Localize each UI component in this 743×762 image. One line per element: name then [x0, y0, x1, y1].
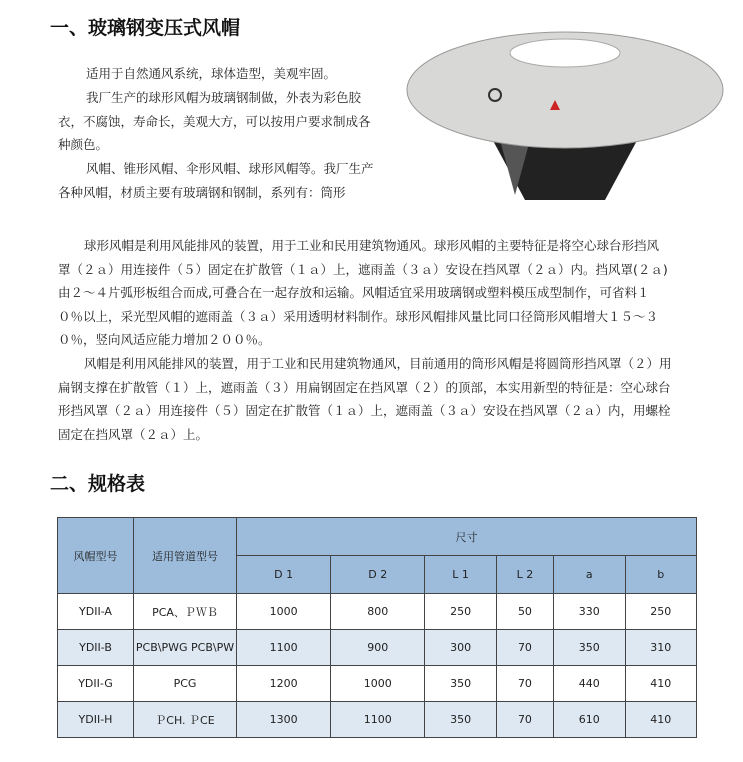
cell-value: 350 — [425, 666, 496, 702]
table-row — [58, 594, 697, 630]
cell-pipe: PCB\PWG PCB\PW — [134, 630, 237, 666]
body-paragraph: 球形风帽是利用风能排风的装置，用于工业和民用建筑物通风。球形风帽的主要特征是将空心球台形挡风罩（２ａ）用连接件（５）固定在扩散管（１ａ）上，遮雨盖（３ａ）安设在挡风罩（２ａ）内。挡风罩(２ａ)由２～４片弧形板组合而成,可叠合在一起存放和运输。风帽适宜采用玻璃钢或塑料模压成型制作，可省料１０％以上，采光型风帽的遮雨盖（３ａ）采用透明材料制作。球形风帽排风量比同口径筒形风帽增大１５～３０％，竖向风适应能力增加２００％。 — [58, 238, 668, 347]
header-d2: D 2 — [331, 556, 425, 594]
cell-value: 350 — [554, 630, 625, 666]
cell-value: 70 — [496, 630, 553, 666]
table-row — [58, 666, 697, 702]
cell-value: 440 — [554, 666, 625, 702]
cell-value: 410 — [625, 666, 696, 702]
cell-pipe: PCG — [134, 666, 237, 702]
cell-value: 900 — [331, 630, 425, 666]
cell-value: 1100 — [237, 630, 331, 666]
spec-table — [57, 517, 697, 738]
body-paragraph: 风帽是利用风能排风的装置，用于工业和民用建筑物通风，目前通用的筒形风帽是将圆筒形挡风罩（２）用扁钢支撑在扩散管（１）上，遮雨盖（３）用扁钢固定在挡风罩（２）的顶部，本实用新型的特征是：空心球台形挡风罩（２ａ）用连接件（５）固定在扩散管（１ａ）上，遮雨盖（３ａ）安设在挡风罩（２ａ）内，用螺栓固定在挡风罩（２ａ）上。 — [58, 356, 672, 442]
cell-model: YDII-H — [58, 702, 134, 738]
cell-value: 610 — [554, 702, 625, 738]
section-title-1: 一、玻璃钢变压式风帽 — [50, 17, 241, 39]
header-model: 风帽型号 — [58, 518, 134, 594]
cell-value: 1300 — [237, 702, 331, 738]
cell-value: 800 — [331, 594, 425, 630]
cell-value: 310 — [625, 630, 696, 666]
header-pipe: 适用管道型号 — [134, 518, 237, 594]
cell-value: 1100 — [331, 702, 425, 738]
cell-value: 300 — [425, 630, 496, 666]
table-row — [58, 630, 697, 666]
cell-model: YDII-B — [58, 630, 134, 666]
cell-value: 1000 — [331, 666, 425, 702]
cell-value: 70 — [496, 702, 553, 738]
cell-value: 70 — [496, 666, 553, 702]
cell-value: 350 — [425, 702, 496, 738]
header-l2: L 2 — [496, 556, 553, 594]
section-title-2: 二、规格表 — [50, 473, 146, 495]
cell-value: 250 — [625, 594, 696, 630]
table-row — [58, 702, 697, 738]
header-size: 尺寸 — [237, 518, 697, 556]
intro-paragraph: 我厂生产的球形风帽为玻璃钢制做，外表为彩色胶衣，不腐蚀，寿命长，美观大方，可以按用户要求制成各种颜色。 — [58, 90, 371, 152]
wind-cap-photo — [405, 15, 725, 205]
cell-model: YDII-A — [58, 594, 134, 630]
cell-pipe: PCA、ＰＷＢ — [134, 594, 237, 630]
header-b: b — [625, 556, 696, 594]
cell-pipe: ＰCH. ＰCE — [134, 702, 237, 738]
header-l1: L 1 — [425, 556, 496, 594]
cell-value: 330 — [554, 594, 625, 630]
cell-value: 1000 — [237, 594, 331, 630]
cell-value: 1200 — [237, 666, 331, 702]
cell-value: 410 — [625, 702, 696, 738]
intro-paragraph: 适用于自然通风系统，球体造型，美观牢固。 — [86, 66, 337, 81]
header-a: a — [554, 556, 625, 594]
cell-value: 250 — [425, 594, 496, 630]
cell-value: 50 — [496, 594, 553, 630]
intro-paragraph: 风帽、锥形风帽、伞形风帽、球形风帽等。我厂生产各种风帽，材质主要有玻璃钢和钢制，系列有：筒形 — [58, 161, 374, 200]
cell-model: YDII-G — [58, 666, 134, 702]
header-d1: D 1 — [237, 556, 331, 594]
